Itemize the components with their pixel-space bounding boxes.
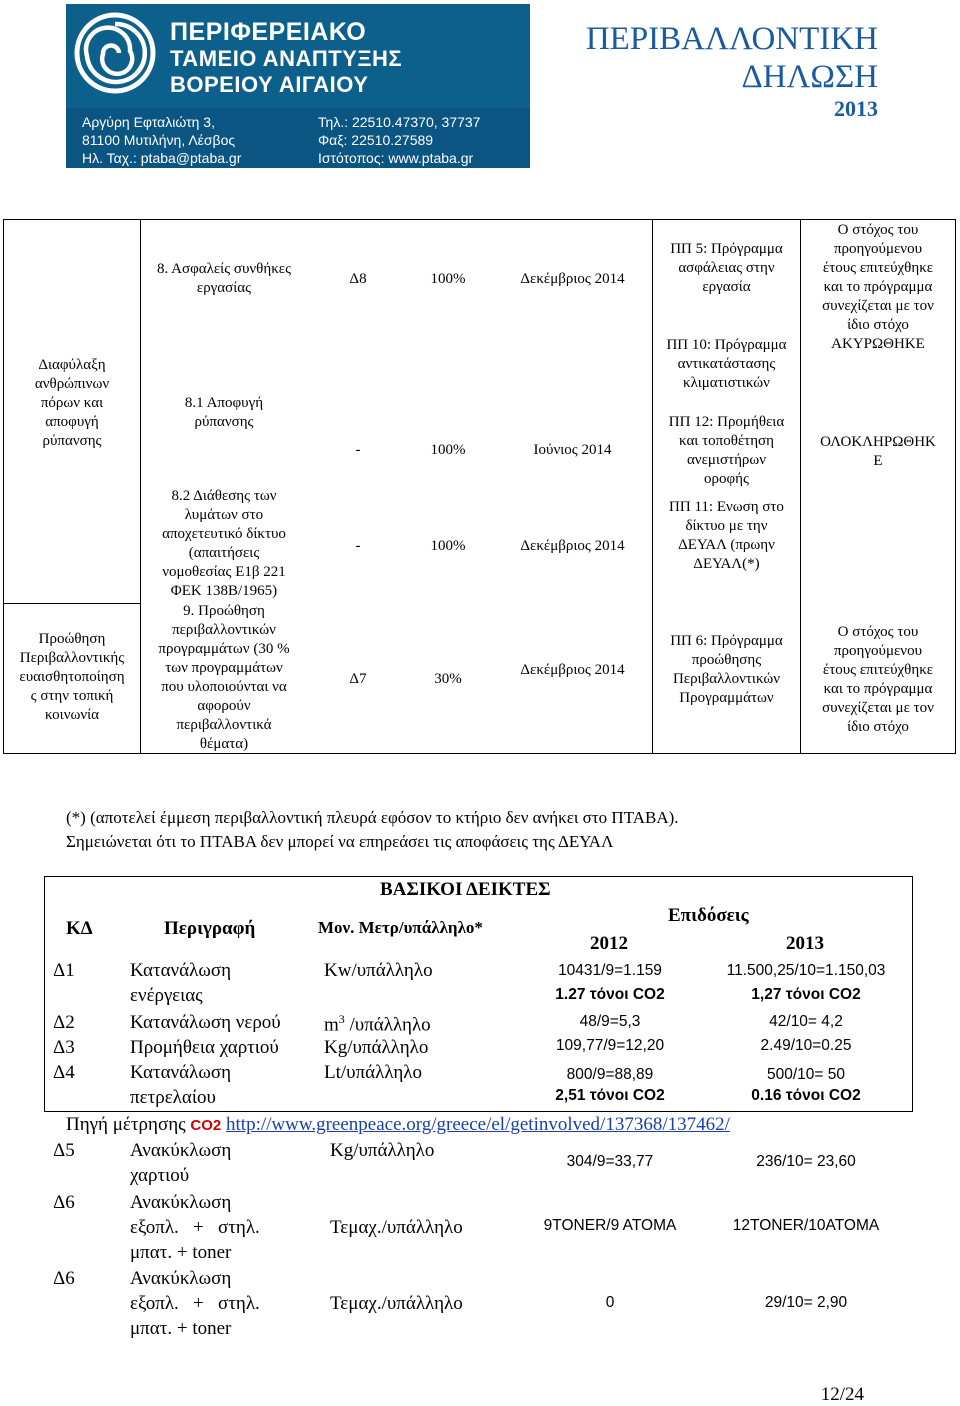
source-co2-label: CO2: [190, 1117, 222, 1134]
d6b-2013-value: 29/10= 2,90: [764, 1294, 848, 1311]
status-pp12: ΟΛΟΚΛΗΡΩΘΗΚ Ε: [820, 434, 936, 469]
column-unit: Μον. Μετρ/υπάλληλο*: [318, 918, 483, 937]
d4-2012-value: 800/9=88,89: [566, 1066, 654, 1083]
d4-kd: Δ4: [53, 1062, 75, 1083]
goal-8-1: 8.1 Αποφυγή ρύπανσης: [184, 395, 264, 430]
co2-source: [66, 1114, 730, 1136]
goal-9: 9. Προώθηση περιβαλλοντικών προγραμμάτων (30 % των προγραμμάτων που υλοποιούνται να αφορούν περιβαλλοντικά θέματα): [158, 603, 290, 752]
website-line: Ιστότοπος: www.ptaba.gr: [318, 150, 474, 166]
indicator-row4: Δ7: [349, 671, 367, 687]
d3-kd: Δ3: [53, 1037, 75, 1058]
d1-desc-2: ενέργειας: [130, 985, 203, 1006]
d1-2013-value: 11.500,25/10=1.150,03: [726, 962, 886, 979]
d5-desc-1: Ανακύκλωση: [130, 1140, 232, 1161]
contact-strip: [66, 108, 530, 168]
d6a-kd: Δ6: [53, 1192, 75, 1213]
programme-pp6: ΠΠ 6: Πρόγραμμα προώθησης Περιβαλλοντικών Προγραμμάτων: [670, 633, 783, 706]
target-row3: 100%: [430, 538, 466, 554]
programme-pp11: ΠΠ 11: Ενωση στο δίκτυο με την ΔΕΥΑΛ (πρωην ΔΕΥΑΛ(*): [669, 499, 784, 572]
d2-kd: Δ2: [53, 1012, 75, 1033]
d2-unit: $m^3$ /υπάλληλο: [324, 1012, 431, 1036]
d5-2012-value: 304/9=33,77: [566, 1153, 654, 1170]
d6b-desc-3: μπατ. + toner: [130, 1318, 232, 1339]
organization-logo-banner: [66, 4, 530, 168]
column-kd: ΚΔ: [66, 918, 93, 939]
deadline-row2: Ιούνιος 2014: [533, 442, 612, 458]
column-performance: Επιδόσεις: [668, 905, 749, 926]
goal-8-2: 8.2 Διάθεσης των λυμάτων στο αποχετευτικό δίκτυο (απαιτήσεις νομοθεσίας Ε1β 221 ΦΕΚ 138Β/1965): [162, 488, 286, 599]
d5-2013-value: 236/10= 23,60: [756, 1153, 856, 1170]
d4-2013-co2: 0.16 τόνοι CO2: [751, 1087, 861, 1104]
address-line1: Αργύρη Εφταλιώτη 3,: [82, 114, 215, 130]
swirl-logo-icon: [74, 12, 156, 94]
d1-2012-value: 10431/9=1.159: [558, 962, 662, 979]
programme-pp5: ΠΠ 5: Πρόγραμμα ασφάλειας στην εργασία: [670, 241, 783, 295]
d3-2012-value: 109,77/9=12,20: [555, 1037, 665, 1054]
d4-2013-value: 500/10= 50: [766, 1066, 845, 1083]
document-year: 2013: [834, 96, 878, 121]
title-line1: ΠΕΡΙΒΑΛΛΟΝΤΙΚΗ: [585, 21, 878, 57]
indicator-row1: Δ8: [349, 271, 367, 287]
year-2012: 2012: [590, 933, 628, 954]
d1-2012-co2: 1.27 τόνοι CO2: [555, 986, 665, 1003]
source-label: Πηγή μέτρησης: [66, 1114, 186, 1135]
d1-2013-co2: 1,27 τόνοι CO2: [751, 986, 861, 1003]
indicator-row2: -: [355, 442, 361, 458]
page-number: 12/24: [820, 1384, 864, 1405]
area-text-preservation: Διαφύλαξη ανθρώπινων πόρων και αποφυγή ρύπανσης: [34, 357, 110, 449]
programme-pp10: ΠΠ 10: Πρόγραμμα αντικατάστασης κλιματιστικών: [666, 337, 787, 391]
deadline-row4: Δεκέμβριος 2014: [520, 662, 625, 678]
indicators-title: ΒΑΣΙΚΟΙ ΔΕΙΚΤΕΣ: [380, 879, 551, 900]
d1-kd: Δ1: [53, 960, 75, 981]
d6b-desc-1: Ανακύκλωση: [130, 1268, 232, 1289]
d3-2013-value: 2.49/10=0.25: [760, 1037, 852, 1054]
footnote-line2: Σημειώνεται ότι το ΠΤΑΒΑ δεν μπορεί να επηρεάσει τις αποφάσεις της ΔΕΥΑΛ: [66, 832, 614, 851]
email-line: Ηλ. Ταχ.: ptaba@ptaba.gr: [82, 150, 242, 166]
status-pp5-pp10: Ο στόχος του προηγούμενου έτους επιτεύχθηκε και το πρόγραμμα συνεχίζεται με τον ίδιο στόχο ΑΚΥΡΩΘΗΚΕ: [822, 222, 934, 352]
org-name-line3: ΒΟΡΕΙΟΥ ΑΙΓΑΙΟΥ: [170, 72, 369, 97]
goal-8: 8. Ασφαλείς συνθήκες εργασίας: [156, 261, 292, 296]
title-line2: ΔΗΛΩΣΗ: [741, 59, 878, 95]
org-name-line2: ΤΑΜΕΙΟ ΑΝΑΠΤΥΞΗΣ: [170, 46, 403, 71]
d5-desc-2: χαρτιού: [130, 1165, 190, 1186]
d4-desc-2: πετρελαίου: [130, 1087, 216, 1108]
address-line2: 81100 Μυτιλήνη, Λέσβος: [82, 132, 236, 148]
area-text-awareness: Προώθηση Περιβαλλοντικής ευαισθητοποίηση ς στην τοπική κοινωνία: [19, 631, 125, 723]
d2-2013-value: 42/10= 4,2: [769, 1013, 843, 1030]
d6b-2012-value: 0: [605, 1294, 615, 1311]
target-row2: 100%: [430, 442, 466, 458]
fax-line: Φαξ: 22510.27589: [318, 132, 434, 148]
d6a-desc-2: εξοπλ. + στηλ.: [130, 1217, 260, 1238]
d3-unit: Kg/υπάλληλο: [324, 1037, 429, 1058]
target-row4: 30%: [434, 671, 462, 687]
d6a-2012-value: 9TONER/9 ATOMA: [543, 1217, 677, 1234]
document-title: [578, 20, 878, 96]
d6a-desc-1: Ανακύκλωση: [130, 1192, 232, 1213]
d4-unit: Lt/υπάλληλο: [324, 1062, 423, 1083]
indicator-row3: -: [355, 538, 361, 554]
programme-pp12: ΠΠ 12: Προμήθεια και τοποθέτηση ανεμιστήρων οροφής: [668, 414, 785, 487]
d4-desc-1: Κατανάλωση: [130, 1062, 232, 1083]
d6a-2013-value: 12TONER/10ATOMA: [732, 1217, 880, 1234]
d1-desc-1: Κατανάλωση: [130, 960, 232, 981]
deadline-row1: Δεκέμβριος 2014: [520, 271, 625, 287]
target-row1: 100%: [430, 271, 466, 287]
org-name-line1: ΠΕΡΙΦΕΡΕΙΑΚΟ: [170, 18, 367, 46]
phone-line: Τηλ.: 22510.47370, 37737: [318, 114, 481, 130]
d2-2012-value: 48/9=5,3: [579, 1013, 641, 1030]
d1-unit: Kw/υπάλληλο: [324, 960, 433, 981]
d5-unit: Kg/υπάλληλο: [330, 1140, 435, 1161]
d6b-unit: Τεμαχ./υπάλληλο: [330, 1293, 463, 1314]
d2-desc: Κατανάλωση νερού: [130, 1012, 281, 1033]
deadline-row3: Δεκέμβριος 2014: [520, 538, 625, 554]
greenpeace-link[interactable]: http://www.greenpeace.org/greece/el/getinvolved/137368/137462/: [226, 1114, 730, 1135]
d6b-kd: Δ6: [53, 1268, 75, 1289]
d6b-desc-2: εξοπλ. + στηλ.: [130, 1293, 260, 1314]
d6a-unit: Τεμαχ./υπάλληλο: [330, 1217, 463, 1238]
status-pp6: Ο στόχος του προηγούμενου έτους επιτεύχθηκε και το πρόγραμμα συνεχίζεται με τον ίδιο στόχο: [822, 624, 934, 735]
column-description: Περιγραφή: [164, 918, 256, 939]
d4-2012-co2: 2,51 τόνοι CO2: [555, 1087, 665, 1104]
d6a-desc-3: μπατ. + toner: [130, 1242, 232, 1263]
d5-kd: Δ5: [53, 1140, 75, 1161]
year-2013: 2013: [786, 933, 824, 954]
d3-desc: Προμήθεια χαρτιού: [130, 1037, 279, 1058]
footnote-line1: (*) (αποτελεί έμμεση περιβαλλοντική πλευρά εφόσον το κτήριο δεν ανήκει στο ΠΤΑΒΑ).: [66, 808, 679, 827]
